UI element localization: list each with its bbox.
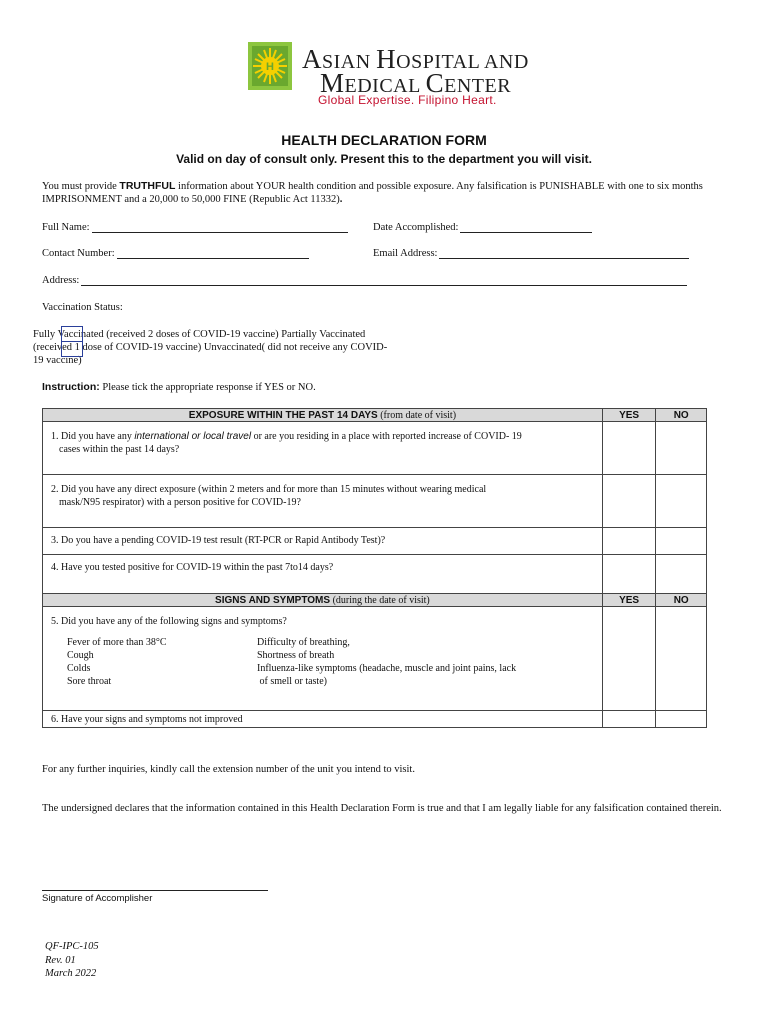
logo-letter: M (320, 68, 345, 98)
email-address-input-line[interactable] (439, 248, 689, 259)
symptom-item: Fever of more than 38°C (67, 637, 167, 648)
form-revision: Rev. 01 (45, 954, 76, 966)
symptom-item: Colds (67, 663, 91, 674)
logo-letter: C (425, 68, 445, 98)
inquiries-note: For any further inquiries, kindly call the extension number of the unit you intend to visit. (42, 764, 415, 775)
q5-yes-cell[interactable] (602, 607, 656, 711)
question-5-text: 5. Did you have any of the following signs and symptoms? (51, 616, 287, 627)
symptom-item: of smell or taste) (257, 676, 327, 687)
vaccination-status-label: Vaccination Status: (42, 302, 123, 313)
contact-number-field[interactable] (42, 248, 309, 259)
logo-text: SIAN (322, 51, 377, 73)
notice-text: information about YOUR health condition and possible exposure. Any falsification is PUNISHABLE with one to six months IMPRISONMENT and a 20,000 to 50,000 FINE (Republic Act 11332) (42, 181, 703, 205)
question-1-text: 1. Did you have any (51, 431, 135, 442)
symptoms-list (51, 636, 602, 688)
exposure-section-header (43, 409, 707, 422)
no-column-header: NO (656, 594, 707, 607)
form-code (45, 940, 99, 981)
question-2 (43, 475, 603, 528)
question-2-text: 2. Did you have any direct exposure (within 2 meters and for more than 15 minutes without wearing medical (51, 484, 487, 495)
q4-no-cell[interactable] (656, 555, 707, 594)
yes-column-header: YES (602, 409, 656, 422)
q5-no-cell[interactable] (656, 607, 707, 711)
address-field[interactable] (42, 275, 687, 286)
symptom-item: Sore throat (67, 676, 112, 687)
full-name-input-line[interactable] (92, 222, 348, 233)
contact-number-label: Contact Number: (42, 248, 115, 259)
question-row-5 (43, 607, 707, 711)
instruction (42, 381, 316, 393)
symptoms-title: SIGNS AND SYMPTOMS (215, 594, 331, 606)
logo-letter: H (376, 44, 397, 74)
date-accomplished-label: Date Accomplished: (373, 222, 459, 233)
signature-label: Signature of Accomplisher (42, 893, 153, 904)
symptom-item: Influenza-like symptoms (headache, muscle and joint pains, lack (257, 663, 517, 674)
hospital-logo-icon (248, 42, 292, 90)
question-1-text: cases within the past 14 days? (59, 444, 180, 455)
q6-yes-cell[interactable] (602, 711, 656, 728)
symptom-item: Cough (67, 650, 94, 661)
question-row-3 (43, 528, 707, 555)
full-name-field[interactable] (42, 222, 348, 233)
form-date: March 2022 (45, 968, 97, 979)
no-column-header: NO (656, 409, 707, 422)
health-questionnaire-table (42, 408, 707, 728)
full-name-label: Full Name: (42, 222, 90, 233)
q6-no-cell[interactable] (656, 711, 707, 728)
question-row-4 (43, 555, 707, 594)
svg-text:H: H (266, 61, 274, 73)
question-6: 6. Have your signs and symptoms not improved (43, 711, 603, 728)
logo-text: EDICAL (344, 75, 426, 97)
exposure-note: (from date of visit) (377, 409, 457, 421)
q2-no-cell[interactable] (656, 475, 707, 528)
q3-yes-cell[interactable] (602, 528, 656, 555)
logo-letter: A (302, 44, 322, 74)
contact-number-input-line[interactable] (117, 248, 309, 259)
question-3: 3. Do you have a pending COVID-19 test result (RT-PCR or Rapid Antibody Test)? (43, 528, 603, 555)
logo-text: OSPITAL AND (396, 51, 529, 73)
notice-text: You must provide (42, 181, 120, 192)
fully-vaccinated-checkbox[interactable] (61, 326, 83, 342)
date-accomplished-field[interactable] (373, 222, 592, 233)
symptoms-section-title (43, 594, 603, 607)
q3-no-cell[interactable] (656, 528, 707, 555)
instruction-text: Please tick the appropriate response if YES or NO. (99, 382, 316, 393)
date-accomplished-input-line[interactable] (460, 222, 592, 233)
yes-column-header: YES (602, 594, 656, 607)
instruction-label: Instruction: (42, 381, 100, 393)
question-4: 4. Have you tested positive for COVID-19 within the past 7to14 days? (43, 555, 603, 594)
question-1 (43, 422, 603, 475)
q1-yes-cell[interactable] (602, 422, 656, 475)
partially-vaccinated-checkbox[interactable] (61, 341, 83, 357)
signature-line[interactable] (42, 890, 268, 891)
symptoms-section-header (43, 594, 707, 607)
symptoms-note: (during the date of visit) (330, 594, 430, 606)
address-input-line[interactable] (81, 275, 687, 286)
q1-no-cell[interactable] (656, 422, 707, 475)
exposure-title: EXPOSURE WITHIN THE PAST 14 DAYS (188, 409, 378, 421)
notice-emphasis: TRUTHFUL (119, 180, 176, 192)
question-1-text: or are you residing in a place with reported increase of COVID- 19 (251, 431, 522, 442)
declaration-statement: The undersigned declares that the information contained in this Health Declaration Form is true and that I am legally liable for any falsification contained therein. (42, 803, 722, 814)
logo-tagline: Global Expertise. Filipino Heart. (318, 93, 497, 107)
symptom-item: Shortness of breath (257, 650, 335, 661)
question-row-1 (43, 422, 707, 475)
form-title: HEALTH DECLARATION FORM (281, 132, 487, 148)
exposure-section-title (43, 409, 603, 422)
question-1-italic: international or local travel (134, 431, 252, 442)
email-address-field[interactable] (373, 248, 689, 259)
question-5 (43, 607, 603, 711)
question-2-text: mask/N95 respirator) with a person positive for COVID-19? (59, 497, 301, 508)
symptom-item: Difficulty of breathing, (257, 637, 350, 648)
address-label: Address: (42, 275, 80, 286)
notice-period: . (339, 194, 343, 205)
q4-yes-cell[interactable] (602, 555, 656, 594)
logo-text: ENTER (444, 75, 512, 97)
vaccination-options: Fully Vaccinated (received 2 doses of COVID-19 vaccine) Partially Vaccinated (received 1 dose of COVID-19 vaccine) Unvaccinated( did not receive any COVID-19 vaccine) (33, 329, 388, 366)
question-row-2 (43, 475, 707, 528)
email-address-label: Email Address: (373, 248, 438, 259)
question-row-6 (43, 711, 707, 728)
truthful-notice (42, 180, 722, 206)
form-code-number: QF-IPC-105 (45, 941, 99, 952)
form-subtitle: Valid on day of consult only. Present this to the department you will visit. (176, 152, 592, 166)
q2-yes-cell[interactable] (602, 475, 656, 528)
